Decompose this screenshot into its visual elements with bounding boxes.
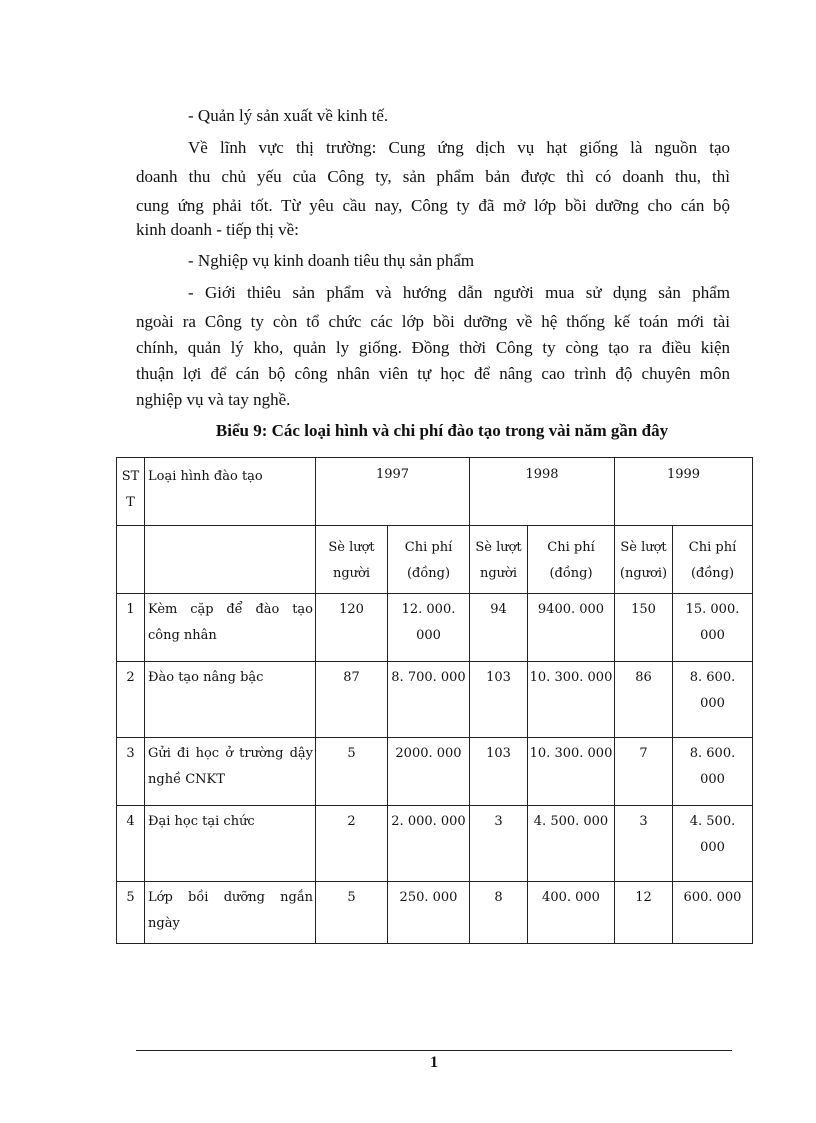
sub-header-cost [673,526,753,594]
paragraph-thi-truong-line-4: kinh doanh - tiếp thị về: [136,220,299,239]
count-1999: 150 [615,594,673,662]
type-cell [145,738,316,806]
cost-1997 [388,662,470,738]
type-cell-line1: Lớp bồi dưỡng ngắn [148,890,313,905]
cost-line1: 400. 000 [542,890,600,905]
cost-line1: 600. 000 [683,890,742,905]
count-1997: 87 [316,662,388,738]
type-cell-line1: Đại học tại chức [148,814,255,829]
stt-cell: 3 [117,738,145,806]
cost-line1: 8. 600. [689,670,736,685]
cost-line1: 15. 000. [685,602,740,617]
cost-1998 [528,594,615,662]
cost-line2: 000 [700,840,725,855]
type-cell-line2: công nhân [148,628,217,643]
empty-cell [145,526,316,594]
cost-1997 [388,882,470,944]
type-cell-line2: ngày [148,916,180,931]
table-header-row [117,458,753,526]
cost-line1: 2000. 000 [395,746,462,761]
year-header-1999: 1999 [615,458,753,526]
empty-cell [117,526,145,594]
cost-1998 [528,738,615,806]
sub-header-count [470,526,528,594]
paragraph-gioi-thieu-line-4: thuận lợi để cán bộ công nhân viên tự học để nâng cao trình độ chuyên môn [136,364,730,383]
table-row [117,882,753,944]
sub-header-count [316,526,388,594]
count-1997: 120 [316,594,388,662]
sub-header-text: (đồng) [690,566,735,581]
paragraph-gioi-thieu-line-3: chính, quản lý kho, quản ly giống. Đồng thời Công ty còng tạo ra điều kiện [136,338,730,357]
table-row [117,738,753,806]
type-cell [145,882,316,944]
count-1998: 8 [470,882,528,944]
cost-1999 [673,882,753,944]
cost-1999 [673,594,753,662]
type-cell-line1: Đào tạo nâng bậc [148,670,264,685]
bullet-quan-ly: - Quản lý sản xuất về kinh tế. [188,106,389,125]
type-cell [145,806,316,882]
type-cell-line2: nghề CNKT [148,772,225,787]
sub-header-text: người [332,566,371,581]
cost-1999 [673,738,753,806]
cost-line1: 9400. 000 [537,602,605,617]
bullet-nghiep-vu: - Nghiệp vụ kinh doanh tiêu thụ sản phẩm [188,251,475,270]
type-cell [145,594,316,662]
cost-line1: 4. 500. 000 [533,814,609,829]
stt-cell: 5 [117,882,145,944]
year-header-1997: 1997 [316,458,470,526]
cost-line1: 4. 500. [689,814,736,829]
sub-header-text: Chi phí [547,540,595,555]
type-cell-line1: Kèm cặp để đào tạo [148,602,313,617]
paragraph-thi-truong-line-3: cung ứng phải tốt. Từ yêu cầu nay, Công ty đã mở lớp bồi dưỡng cho cán bộ [136,196,730,215]
type-header-label: Loại hình đào tạo [148,469,263,484]
training-cost-table [116,457,753,944]
sub-header-text: (đồng) [549,566,593,581]
cost-1999 [673,662,753,738]
cost-1997 [388,806,470,882]
cost-1998 [528,662,615,738]
cost-1997 [388,738,470,806]
cost-line1: 8. 600. [689,746,736,761]
stt-cell: 4 [117,806,145,882]
type-header [145,458,316,526]
count-1997: 5 [316,882,388,944]
count-1998: 3 [470,806,528,882]
sub-header-text: Sè lượt [475,540,522,555]
table-row [117,662,753,738]
stt-header-line2: T [126,495,135,510]
sub-header-text: người [479,566,518,581]
table-caption: Biểu 9: Các loại hình và chi phí đào tạo trong vài năm gần đây [215,421,669,440]
type-cell [145,662,316,738]
cost-line1: 12. 000. [401,602,456,617]
type-cell-line1: Gửi đi học ở trường dậy [148,746,313,761]
cost-1999 [673,806,753,882]
paragraph-gioi-thieu-line-2: ngoài ra Công ty còn tổ chức các lớp bồi dưỡng về hệ thống kế toán mới tài [136,312,730,331]
stt-cell: 2 [117,662,145,738]
stt-header [117,458,145,526]
cost-line2: 000 [700,628,725,643]
stt-cell: 1 [117,594,145,662]
cost-line1: 2. 000. 000 [391,814,466,829]
sub-header-text: Chi phí [404,540,453,555]
cost-line2: 000 [700,696,725,711]
sub-header-count [615,526,673,594]
stt-header-line1: ST [121,469,140,484]
cost-line1: 250. 000 [399,890,458,905]
sub-header-text: Sè lượt [328,540,375,555]
count-1997: 2 [316,806,388,882]
cost-1998 [528,806,615,882]
sub-header-cost [528,526,615,594]
paragraph-gioi-thieu-line-1: - Giới thiêu sản phẩm và hướng dẫn người mua sử dụng sản phẩm [188,283,730,302]
count-1999: 3 [615,806,673,882]
sub-header-text: (ngươi) [619,566,668,581]
cost-line2: 000 [416,628,441,643]
cost-line1: 8. 700. 000 [391,670,466,685]
count-1999: 7 [615,738,673,806]
paragraph-gioi-thieu-line-5: nghiệp vụ và tay nghề. [136,390,291,409]
count-1998: 94 [470,594,528,662]
paragraph-thi-truong-line-2: doanh thu chủ yếu của Công ty, sản phẩm bản được thì có doanh thu, thì [136,167,730,186]
count-1998: 103 [470,662,528,738]
cost-line1: 10. 300. 000 [529,746,613,761]
table-row [117,806,753,882]
sub-header-text: Sè lượt [620,540,667,555]
count-1997: 5 [316,738,388,806]
footer-rule [136,1050,732,1051]
table-row [117,594,753,662]
cost-1998 [528,882,615,944]
paragraph-thi-truong-line-1: Về lĩnh vực thị trường: Cung ứng dịch vụ hạt giống là nguồn tạo [188,138,730,157]
cost-1997 [388,594,470,662]
sub-header-text: (đồng) [406,566,451,581]
table-subheader-row [117,526,753,594]
cost-line2: 000 [700,772,725,787]
sub-header-cost [388,526,470,594]
count-1999: 12 [615,882,673,944]
cost-line1: 10. 300. 000 [529,670,613,685]
sub-header-text: Chi phí [688,540,737,555]
count-1998: 103 [470,738,528,806]
page-number: 1 [430,1054,438,1071]
count-1999: 86 [615,662,673,738]
year-header-1998: 1998 [470,458,615,526]
